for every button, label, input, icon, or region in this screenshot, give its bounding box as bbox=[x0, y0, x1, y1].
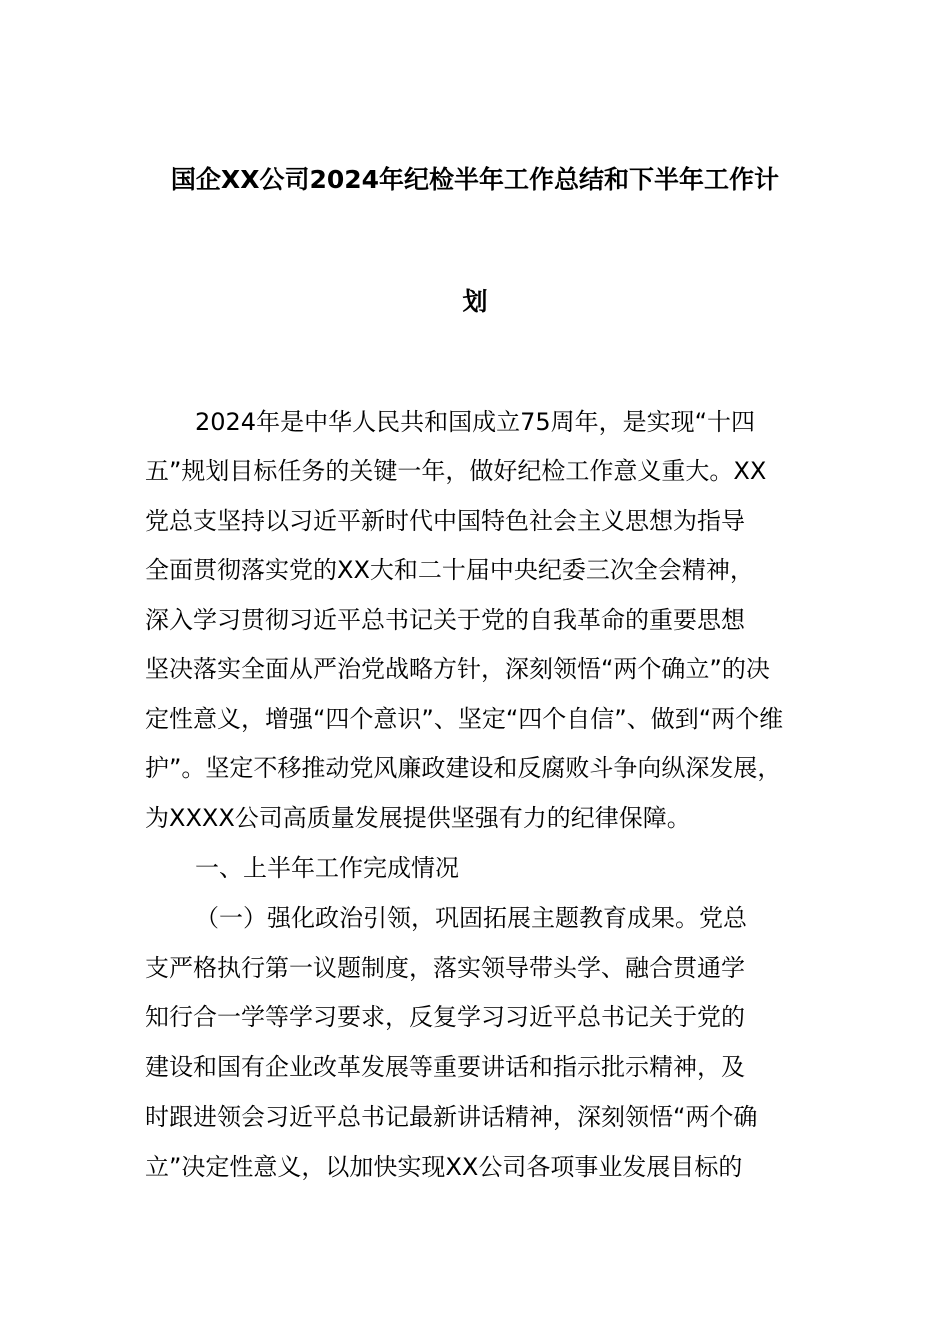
body-line: 为XXXX公司高质量发展提供坚强有力的纪律保障。 bbox=[145, 804, 691, 832]
body-line: 护”。坚定不移推动党风廉政建设和反腐败斗争向纵深发展， bbox=[145, 754, 782, 782]
body-line: 2024年是中华人民共和国成立75周年，是实现“十四 bbox=[195, 408, 756, 436]
body-line: 知行合一学等学习要求，反复学习习近平总书记关于党的 bbox=[145, 1003, 745, 1031]
body-line: 五”规划目标任务的关键一年，做好纪检工作意义重大。XX bbox=[145, 457, 767, 485]
body-line: 建设和国有企业改革发展等重要讲话和指示批示精神，及 bbox=[145, 1053, 745, 1081]
body-line: 深入学习贯彻习近平总书记关于党的自我革命的重要思想 bbox=[145, 606, 745, 634]
body-line: 时跟进领会习近平总书记最新讲话精神，深刻领悟“两个确 bbox=[145, 1103, 758, 1131]
body-line: 党总支坚持以习近平新时代中国特色社会主义思想为指导 bbox=[145, 507, 745, 535]
subsection-heading: （一）强化政治引领，巩固拓展主题教育成果。党总 bbox=[195, 904, 747, 932]
section-heading: 一、上半年工作完成情况 bbox=[195, 854, 459, 882]
document-title-line-2: 划 bbox=[462, 287, 488, 316]
body-line: 定性意义，增强“四个意识”、坚定“四个自信”、做到“两个维 bbox=[145, 705, 784, 733]
body-line: 坚决落实全面从严治党战略方针，深刻领悟“两个确立”的决 bbox=[145, 655, 770, 683]
body-line: 立”决定性意义，以加快实现XX公司各项事业发展目标的 bbox=[145, 1153, 743, 1181]
body-line: 支严格执行第一议题制度，落实领导带头学、融合贯通学 bbox=[145, 954, 745, 982]
document-title-line-1: 国企XX公司2024年纪检半年工作总结和下半年工作计 bbox=[170, 165, 780, 194]
body-line: 全面贯彻落实党的XX大和二十届中央纪委三次全会精神， bbox=[145, 556, 754, 584]
